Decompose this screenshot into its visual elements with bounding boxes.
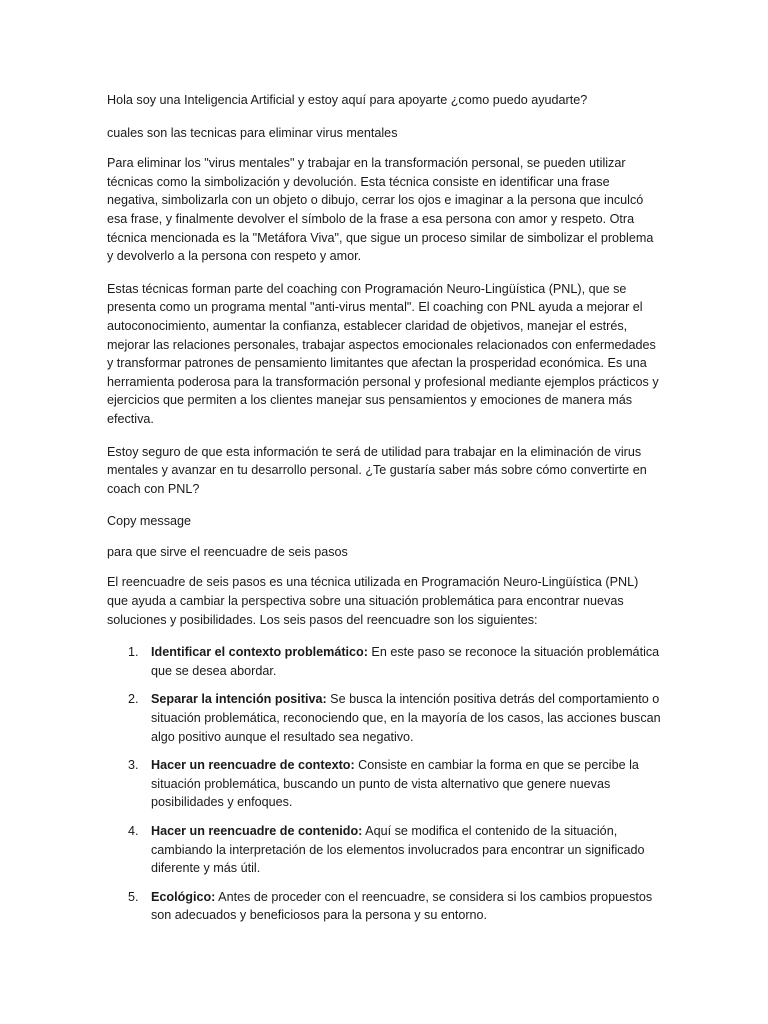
step-number: 1. [128, 645, 139, 660]
ai-greeting: Hola soy una Inteligencia Artificial y estoy aquí para apoyarte ¿como puedo ayudarte? [107, 93, 588, 107]
step-text: Se busca la intención positiva detrás del comportamiento o situación problemática, reconociendo que, en la mayoría de los casos, las acciones buscan algo positivo aunque el resultado sea negativo. [151, 692, 661, 744]
list-item [128, 756, 662, 812]
answer-paragraph-1: Para eliminar los "virus mentales" y trabajar en la transformación personal, se pueden utilizar técnicas como la simbolización y devolución. Esta técnica consiste en identificar una frase negativa, simbolizarla con un objeto o dibujo, cerrar los ojos e imaginar a la persona que inculcó esa frase, y finalmente devolver el símbolo de la frase a esa persona con amor y respeto. Otra técnica mencionada es la "Metáfora Viva", que sigue un proceso similar de simbolizar el problema y devolverlo a la persona con respeto y amor. [107, 156, 654, 264]
step-text: Antes de proceder con el reencuadre, se considera si los cambios propuestos son adecuados y beneficiosos para la persona y su entorno. [151, 889, 653, 923]
step-number: 2. [128, 692, 139, 707]
copy-message-link[interactable]: Copy message [107, 514, 191, 529]
step-text: En este paso se reconoce la situación problemática que se desea abordar. [151, 645, 660, 678]
steps-list [107, 643, 662, 925]
list-item [128, 690, 662, 746]
list-item [128, 888, 662, 925]
step-number: 3. [128, 758, 139, 773]
step-title: Identificar el contexto problemático: [151, 645, 368, 660]
step-title: Separar la intención positiva: [151, 692, 327, 707]
user-question-virus: cuales son las tecnicas para eliminar virus mentales [107, 125, 398, 140]
step-title: Hacer un reencuadre de contenido: [151, 824, 363, 838]
step-text: Aquí se modifica el contenido de la situación, cambiando la interpretación de los elementos involucrados para encontrar un significado diferente y más útil. [151, 824, 645, 876]
list-item [128, 643, 662, 680]
answer-paragraph-3: Estoy seguro de que esta información te será de utilidad para trabajar en la eliminación de virus mentales y avanzar en tu desarrollo personal. ¿Te gustaría saber más sobre cómo convertirte en coach con PNL? [107, 444, 647, 496]
user-question-reframe: para que sirve el reencuadre de seis pasos [107, 544, 348, 559]
answer-paragraph-2: Estas técnicas forman parte del coaching con Programación Neuro-Lingüística (PNL), que se presenta como un programa mental "anti-virus mental". El coaching con PNL ayuda a mejorar el autoconocimiento, aumentar la confianza, establecer claridad de objetivos, manejar el estrés, mejorar las relaciones personales, trabajar aspectos emocionales relacionados con enfermedades y transformar patrones de pensamiento limitantes que afectan la prosperidad económica. Es una herramienta poderosa para la transformación personal y profesional mediante ejemplos prácticos y ejercicios que permiten a los clientes manejar sus pensamientos y emociones de manera más efectiva. [107, 281, 659, 426]
step-number: 5. [128, 889, 139, 904]
step-text: Consiste en cambiar la forma en que se percibe la situación problemática, buscando un punto de vista alternativo que genere nuevas posibilidades y enfoques. [151, 758, 639, 810]
reframe-intro: El reencuadre de seis pasos es una técnica utilizada en Programación Neuro-Lingüística (PNL) que ayuda a cambiar la perspectiva sobre una situación problemática para encontrar nuevas soluciones y posibilidades. Los seis pasos del reencuadre son los siguientes: [107, 575, 639, 627]
list-item [128, 822, 662, 878]
step-title: Ecológico: [151, 889, 216, 904]
step-number: 4. [128, 824, 139, 838]
step-title: Hacer un reencuadre de contexto: [151, 758, 355, 773]
